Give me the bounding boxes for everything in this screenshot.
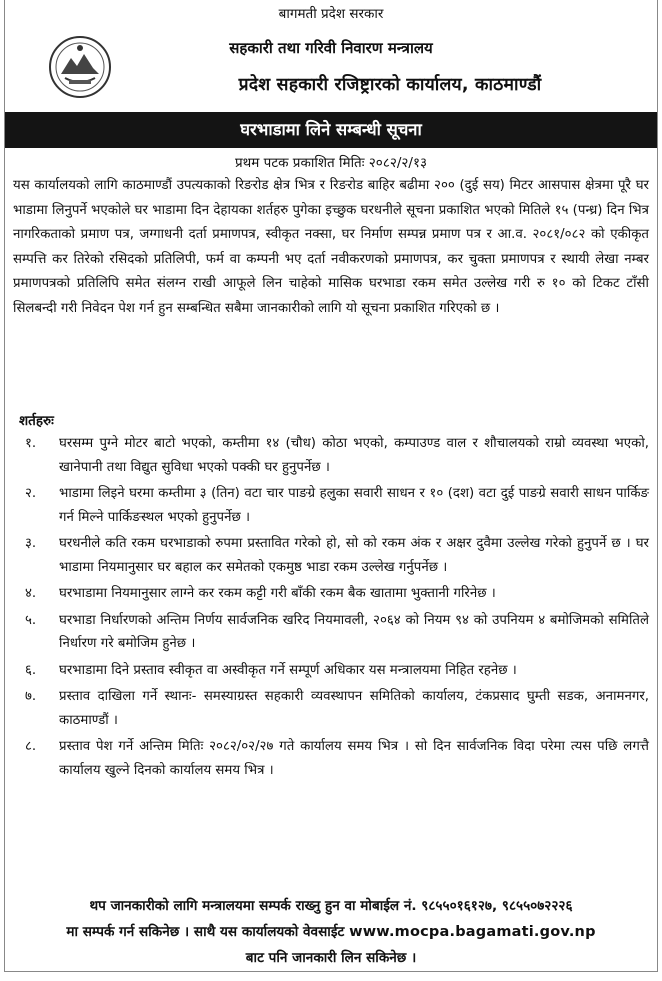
condition-item [5,685,649,732]
notice-header [5,0,657,108]
ministry-name: सहकारी तथा गरिवी निवारण मन्त्रालय [229,39,433,57]
published-date: प्रथम पटक प्रकाशित मितिः २०८२/२/१३ [234,155,428,171]
website-link[interactable]: www.mocpa.bagamati.gov.np [349,924,596,940]
condition-item [5,735,649,782]
condition-text: प्रस्ताव दाखिला गर्ने स्थानः- समस्याग्रस्त सहकारी व्यवस्थापन समितिको कार्यालय, टंकप्रसाद घुम्ती सडक, अनामनगर, काठमाण्डौं । [59,689,649,728]
government-name: बागमती प्रदेश सरकार [278,6,384,22]
office-name: प्रदेश सहकारी रजिष्ट्रारको कार्यालय, काठमाण्डौं [238,75,542,95]
notice-body: यस कार्यालयको लागि काठमाण्डौं उपत्यकाको रिङरोड क्षेत्र भित्र र रिङरोड बाहिर बढीमा २०० (दुई सय) मिटर आसपास क्षेत्रमा पूरै घर भाडामा लिनुपर्ने भएकोले घर भाडामा दिन देहायका शर्तहरु पुगेका इच्छुक घरधनीले सूचना प्रकाशित भएको मितिले १५ (पन्ध्र) दिन भित्र नागरिकताको प्रमाण पत्र, जग्गाधनी दर्ता प्रमाणपत्र, स्वीकृत नक्सा, घर निर्माण सम्पन्न प्रमाण पत्र र आ.व. २०८१/०८२ को एकीकृत सम्पत्ति कर तिरेको रसिदको प्रतिलिपी, फर्म वा कम्पनी भए दर्ता नवीकरणको प्रमाणपत्र, कर चुक्ता प्रमाणपत्र र स्थायी लेखा नम्बर प्रमाणपत्रको प्रतिलिपि समेत संलग्न राखी आफूले लिन चाहेको मासिक घरभाडा रकम समेत उल्लेख गरी रु १० को टिकट टाँसी सिलबन्दी गरी निवेदन पेश गर्न हुन सम्बन्धित सबैमा जानकारीको लागि यो सूचना प्रकाशित गरिएको छ । [13,178,649,316]
condition-number: ६. [25,662,37,678]
contact-line-website-prefix: मा सम्पर्क गर्न सकिनेछ । साथै यस कार्यालयको वेवसाईट [66,924,345,940]
condition-text: घरभाडामा नियमानुसार लाग्ने कर रकम कट्टी गरी बाँकी रकम बैक खातामा भुक्तानी गरिनेछ । [59,586,496,601]
condition-text: घरभाडा निर्धारणको अन्तिम निर्णय सार्वजनिक खरिद नियमावली, २०६४ को नियम ९४ को उपनियम ४ बमोजिमको समितिले निर्धारण गरे बमोजिम हुनेछ । [59,612,649,651]
condition-item [5,532,649,579]
condition-text: प्रस्ताव पेश गर्ने अन्तिम मितिः २०८२/०२/२७ गते कार्यालय समय भित्र । सो दिन सार्वजनिक विदा परेमा त्यस पछि लगत्तै कार्यालय खुल्ने दिनको कार्यालय समय भित्र । [59,739,649,778]
condition-text: भाडामा लिइने घरमा कम्तीमा ३ (तिन) वटा चार पाङग्रे हलुका सवारी साधन र १० (दश) वटा दुई पाङग्रे सवारी साधन पार्किङ गर्न मिल्ने पार्किङस्थल भएको हुनुपर्नेछ । [59,486,649,525]
condition-number: ४. [25,586,37,601]
notice-page [4,0,658,972]
contact-line-closing: बाट पनि जानकारी लिन सकिनेछ । [245,950,417,966]
condition-number: ८. [25,739,37,754]
condition-number: ७. [25,689,37,704]
contact-footer [11,893,651,971]
condition-item [5,432,649,479]
conditions-heading: शर्तहरुः [19,413,54,429]
condition-item [5,609,649,656]
condition-item [5,482,649,529]
condition-text: घरभाडामा दिने प्रस्ताव स्वीकृत वा अस्वीकृत गर्ने सम्पूर्ण अधिकार यस मन्त्रालयमा निहित रहनेछ । [59,662,517,678]
contact-line: थप जानकारीको लागि मन्त्रालयमा सम्पर्क राख्नु हुन वा मोबाईल नं. ९८५५०१६१२७, ९८५५०७२२२६ [89,898,573,914]
condition-item [5,659,649,683]
condition-number: ३. [25,536,37,551]
notice-title: घरभाडामा लिने सम्बन्धी सूचना [5,112,657,148]
conditions-list [5,432,649,785]
condition-text: घरसम्म पुग्ने मोटर बाटो भएको, कम्तीमा १४ (चौध) कोठा भएको, कम्पाउण्ड वाल र शौचालयको राम्रो व्यवस्था भएको, खानेपानी तथा विद्युत सुविधा भएको पक्की घर हुनुपर्नेछ । [59,436,649,475]
condition-text: घरधनीले कति रकम घरभाडाको रुपमा प्रस्तावित गरेको हो, सो को रकम अंक र अक्षर दुवैमा उल्लेख गरेको हुनुपर्ने छ । घर भाडामा नियमानुसार घर बहाल कर समेतको एकमुष्ठ भाडा रकम उल्लेख गर्नुपर्नेछ । [59,536,649,575]
condition-item [5,582,649,606]
condition-number: ५. [25,612,37,628]
condition-number: २. [25,486,37,501]
condition-number: १. [25,436,37,451]
